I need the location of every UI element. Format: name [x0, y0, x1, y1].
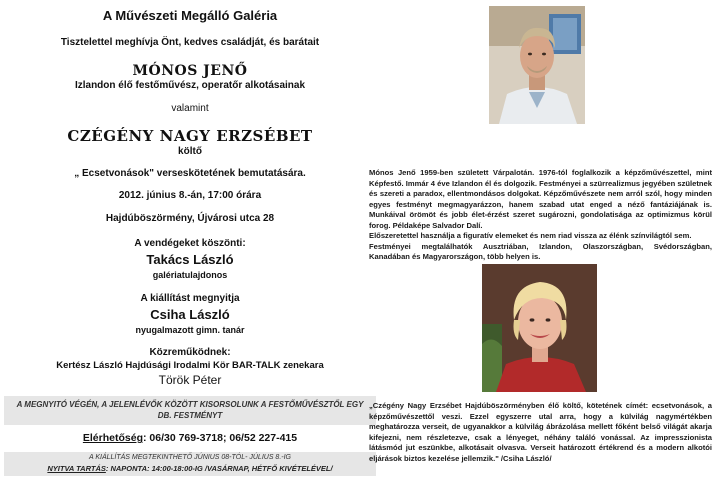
contact-label: Elérhetőség [82, 432, 143, 444]
exhibition-dates: A KIÁLLÍTÁS MEGTEKINTHETŐ JÚNIUS 08-TÓL- JÚLIUS 8.-IG [88, 454, 291, 461]
greeting-name: Takács László [146, 252, 234, 267]
artist-portrait [489, 6, 585, 124]
raffle-note-line-1: A MEGNYITÓ VÉGÉN, A JELENLÉVŐK KÖZÖTT KISORSOLUNK A FESTŐMŰVÉSZTŐL EGY [16, 400, 364, 409]
contact-value: : 06/30 769-3718; 06/52 227-415 [142, 432, 298, 444]
invite-line: Tisztelettel meghívja Önt, kedves családját, és barátait [60, 37, 320, 48]
opening-heading: A kiállítást megnyitja [140, 293, 240, 304]
greeting-heading: A vendégeket köszönti: [134, 238, 246, 249]
opening-hours [0, 464, 380, 473]
poet-role: költő [178, 146, 202, 157]
opening-name: Csiha László [150, 307, 230, 322]
poet-review: „Czégény Nagy Erzsébet Hajdúböszörményben élő költő, kötetének címét: ecsetvonások, a képzőművészettől veszi. Ezzel egyszerre utal arra, hogy a külvilág nagymértékben meghatározza verseit, de ugyanakkor a külvilág ábrázolása mellett főként belső világát akarja kifejezni, nem részletezve, csak a lényeget, néhány találó vonással. Az impresszionista látásmód jut eszünkbe, alkotásait olvasva. Verseit határozott értékrend és a modern alkotói eljárások biztos kezelése jellemzik." /Csiha László/ [369, 401, 712, 463]
artist-description: Izlandon élő festőművész, operatőr alkotásainak [74, 80, 306, 91]
gallery-title: A Művészeti Megálló Galéria [102, 8, 278, 23]
poet-portrait [482, 264, 597, 392]
raffle-note [8, 399, 372, 421]
contact-line [0, 432, 380, 444]
artist-biography [369, 168, 712, 263]
artist-bio-paragraph-1: Mónos Jenő 1959-ben született Várpalotán. 1976-tól foglalkozik a képzőművészettel, mint Képfestő. Immár 4 éve Izlandon él és dolgozik. Festményei a szürrealizmus jegyében születnek és szereti a paradox, ellentmondásos dolgokat. Képzőművészete nem arról szól, hogy minden egyes festményt megmagyarázzon, hanem szabad utat enged a néző fantáziájának is. Munkáival örömöt és jobb élet-érzést szeret sugározni, gondolatisága az optimizmus körül forog. Példaképe Salvador Dalí. [369, 168, 712, 230]
and-word: valamint [171, 103, 209, 114]
greeting-role: galériatulajdonos [152, 270, 228, 280]
opening-hours-value: : NAPONTA: 14:00-18:00-IG /VASÁRNAP, HÉTFŐ KIVÉTELÉVEL/ [105, 464, 333, 473]
poet-name: CZÉGÉNY NAGY ERZSÉBET [67, 127, 313, 145]
event-date: 2012. június 8.-án, 17:00 órára [118, 190, 262, 201]
poet-portrait-image [482, 264, 597, 392]
contributors-line: Kertész László Hajdúsági Irodalmi Kör BAR-TALK zenekara [56, 360, 324, 371]
opening-role: nyugalmazott gimn. tanár [135, 325, 245, 335]
book-line: „ Ecsetvonások" verseskötetének bemutatására. [74, 168, 306, 179]
contributor-name: Török Péter [158, 373, 222, 387]
artist-name: MÓNOS JENŐ [132, 63, 248, 79]
artist-bio-paragraph-2: Előszeretettel használja a figuratív elemeket és nem riad vissza az élénk színvilágtól sem. [369, 231, 692, 240]
opening-hours-label: NYITVA TARTÁS [47, 464, 106, 473]
raffle-note-line-2: DB. FESTMÉNYT [157, 411, 223, 420]
contributors-heading: Közreműködnek: [149, 347, 231, 358]
artist-portrait-image [489, 6, 585, 124]
event-venue: Hajdúböszörmény, Újvárosi utca 28 [105, 213, 275, 224]
artist-bio-paragraph-3: Festményei megtalálhatók Ausztriában, Izlandon, Olaszországban, Svédországban, Kanadában és Magyarországon, több helyen is. [369, 241, 712, 261]
